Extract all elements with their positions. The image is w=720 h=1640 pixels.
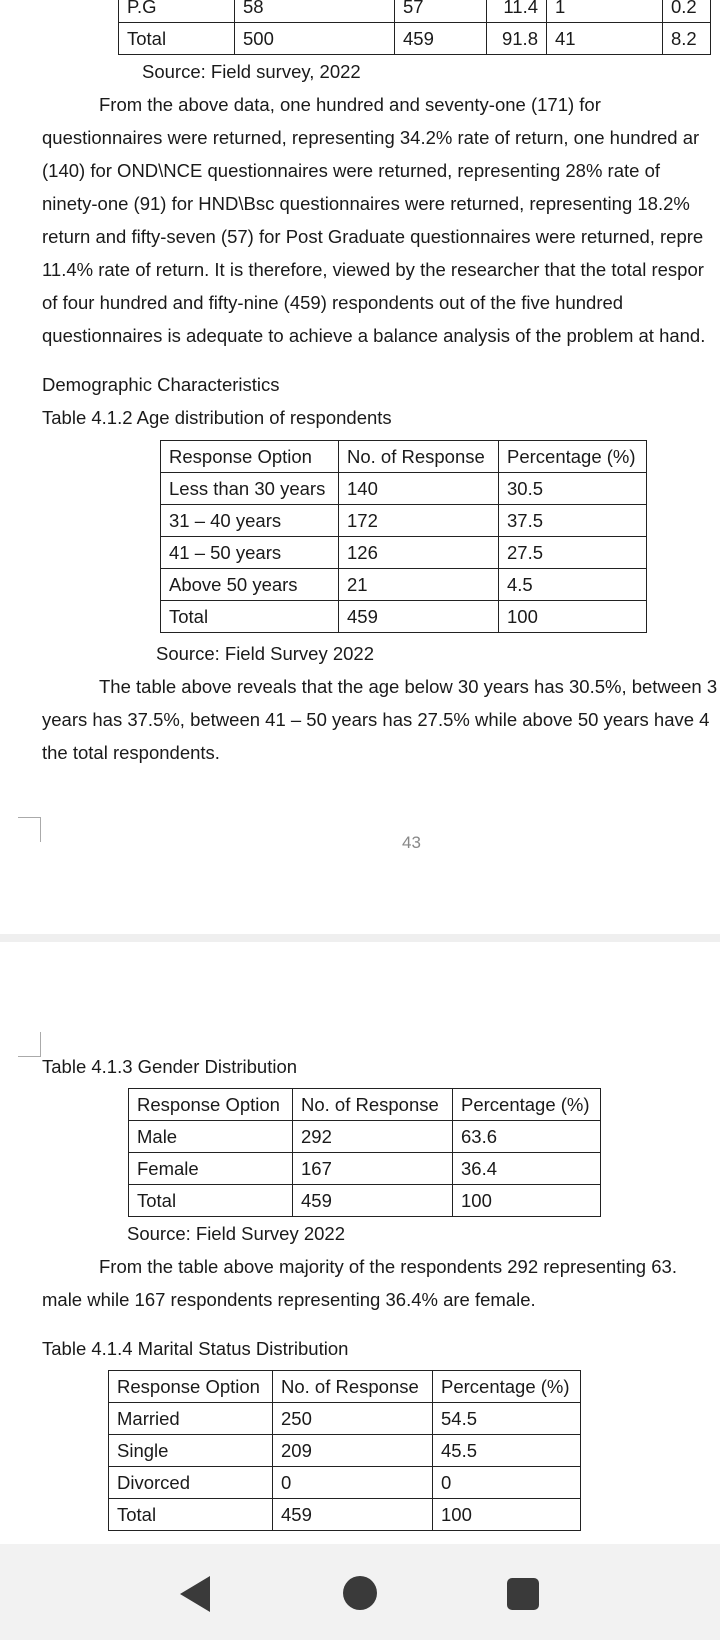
- table-row: Male 292 63.6: [129, 1121, 601, 1153]
- table-row: Total 459 100: [109, 1499, 581, 1531]
- table-row: Above 50 years 21 4.5: [161, 569, 647, 601]
- page-corner-mark: [18, 1032, 41, 1057]
- gender-distribution-table: [128, 1088, 601, 1217]
- age-paragraph: The table above reveals that the age below 30 years has 30.5%, between 3 years has 37.5%, between 41 – 50 years has 27.5% while above 50 years have 4 the total respondents.: [42, 676, 718, 763]
- return-rate-table: [118, 0, 711, 55]
- table-row: Total 459 100: [129, 1185, 601, 1217]
- page-separator: [0, 934, 720, 942]
- age-table-caption: Table 4.1.2 Age distribution of respondents: [42, 407, 392, 428]
- page-corner-mark: [18, 817, 41, 842]
- table-row: Married 250 54.5: [109, 1403, 581, 1435]
- table-row: Total 500 459 91.8 41 8.2: [119, 23, 711, 55]
- table-source: Source: Field survey, 2022: [142, 61, 361, 82]
- table-source: Source: Field Survey 2022: [156, 643, 375, 664]
- return-rate-paragraph: From the above data, one hundred and seventy-one (171) for questionnaires were returned, representing 34.2% rate of return, one hundred ar (140) for OND\NCE questionnaires were returned, representing 28% rate of ninety-one (91) for HND\Bsc questionnaires were returned, representing 18.2% return and fifty-seven (57) for Post Graduate questionnaires were returned, repre 11.4% rate of return. It is therefore, viewed by the researcher that the total respor of four hundred and fifty-nine (459) respondents out of the five hundred questionnaires is adequate to achieve a balance analysis of the problem at hand.: [42, 94, 706, 346]
- table-row: Female 167 36.4: [129, 1153, 601, 1185]
- gender-table-caption: Table 4.1.3 Gender Distribution: [42, 1056, 298, 1077]
- page-number: 43: [402, 833, 421, 852]
- table-header-row: Response Option No. of Response Percentage (%): [129, 1089, 601, 1121]
- gender-paragraph: From the table above majority of the respondents 292 representing 63. male while 167 respondents representing 36.4% are female.: [42, 1256, 677, 1310]
- marital-status-table: [108, 1370, 581, 1531]
- table-row: Less than 30 years 140 30.5: [161, 473, 647, 505]
- document-page-44[interactable]: [0, 942, 720, 1544]
- table-row: P.G 58 57 11.4 1 0.2: [119, 0, 711, 23]
- table-row: 31 – 40 years 172 37.5: [161, 505, 647, 537]
- table-header-row: Response Option No. of Response Percentage (%): [161, 441, 647, 473]
- table-row: Divorced 0 0: [109, 1467, 581, 1499]
- marital-table-caption: Table 4.1.4 Marital Status Distribution: [42, 1338, 349, 1359]
- home-circle-icon[interactable]: [343, 1576, 377, 1610]
- table-row: Total 459 100: [161, 601, 647, 633]
- section-heading: Demographic Characteristics: [42, 374, 280, 395]
- back-triangle-icon[interactable]: [180, 1576, 210, 1612]
- table-source: Source: Field Survey 2022: [127, 1223, 346, 1244]
- age-distribution-table: [160, 440, 647, 633]
- table-header-row: Response Option No. of Response Percentage (%): [109, 1371, 581, 1403]
- recents-square-icon[interactable]: [507, 1578, 539, 1610]
- table-row: Single 209 45.5: [109, 1435, 581, 1467]
- table-row: 41 – 50 years 126 27.5: [161, 537, 647, 569]
